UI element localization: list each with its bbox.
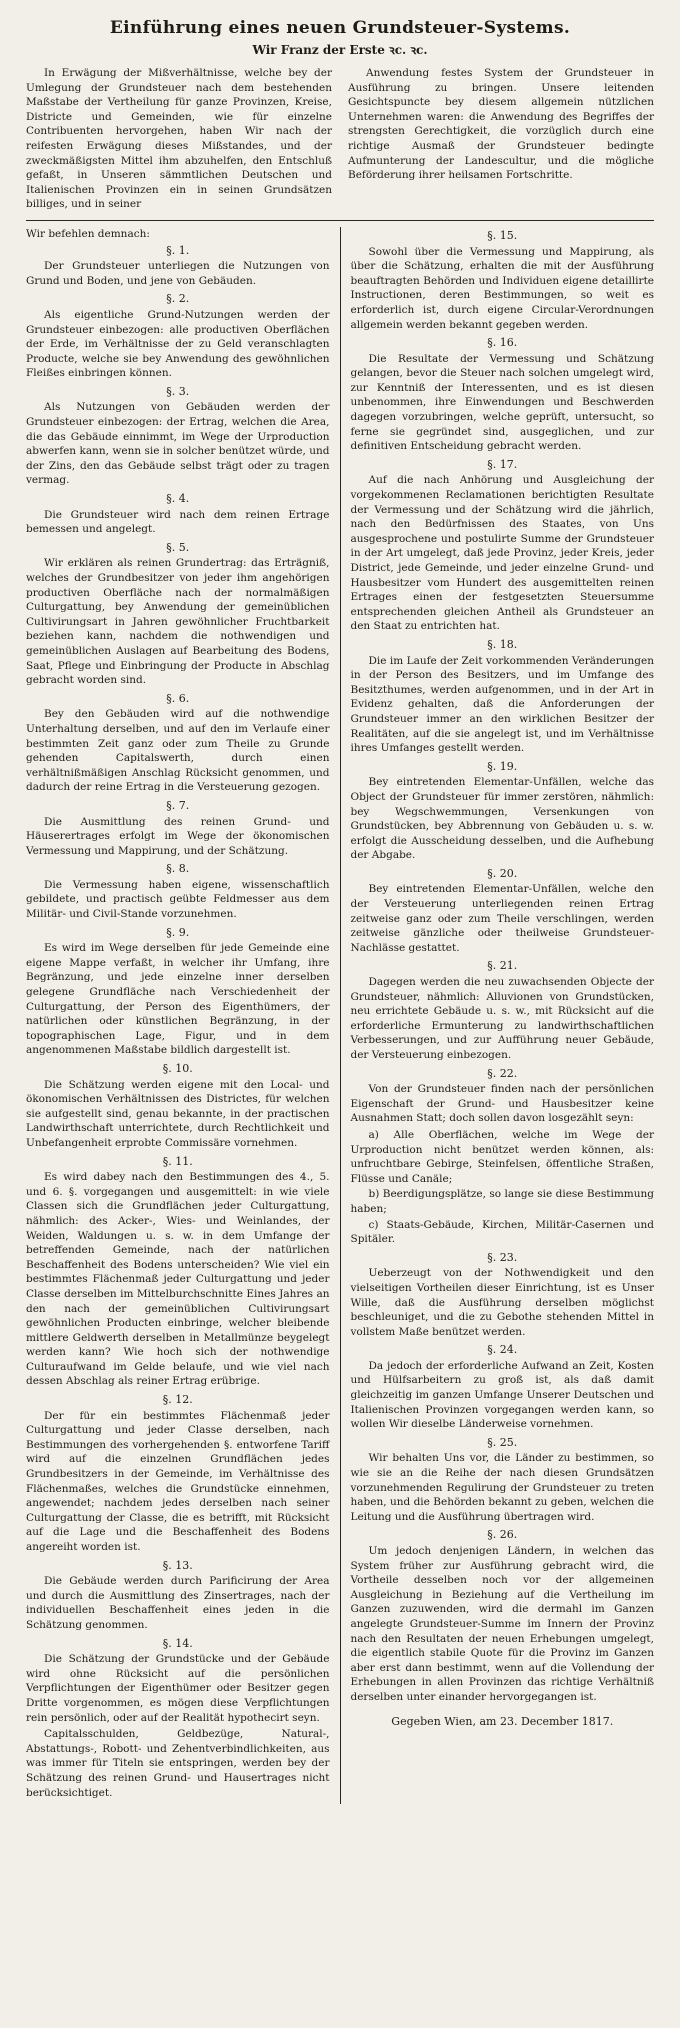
right-sections [351,229,655,1705]
exemption-item: c) Staats-Gebäude, Kirchen, Militär-Casernen und Spitäler. [350,1218,654,1246]
preamble-left-column [26,66,332,212]
section-text: Auf die nach Anhörung und Ausgleichung der vorgekommenen Reclamationen berichtigten Resultate der Vermessung und der Schätzung wird die jährlich, nach den Bedürfnissen des Staates, von Uns ausgesprochene und postulirte Summe der Grundsteuer in der Art umgelegt, daß jede Provinz, jeder Kreis, jeder District, jede Gemeinde, und jeder einzelne Grund- und Hausbesitzer vom Hundert des ausgemittelten reinen Ertrages einen der festgesetzten Steuersumme entsprechenden gleichen Antheil als Grundsteuer an den Staat zu entrichten hat. [350,474,654,633]
decree-body [26,227,654,1804]
section-number: §. 14. [162,1636,193,1650]
paragraph-section [26,1155,330,1390]
paragraph-section [26,1062,330,1151]
paragraph-section [351,1528,655,1704]
section-text: Es wird im Wege derselben für jede Gemeinde eine eigene Mappe verfaßt, in welcher ihr Umfang, ihre Begränzung, und jede einzelne inner derselben gelegene Grundfläche nach Verschiedenheit der Culturgattung, der Person des Eigenthümers, der natürlichen oder künstlichen Begränzung, in der topographischen Lage, Figur, und in dem angenommenen Maßstabe bildlich dargestellt ist. [26,942,330,1057]
page-subtitle: Wir Franz der Erste ꝛc. ꝛc. [252,43,428,57]
paragraph-section [26,385,330,488]
section-text: Die Vermessung haben eigene, wissenschaftlich gebildete, und practisch geübte Feldmesser aus dem Militär- und Civil-Stande vorzunehmen. [26,878,330,921]
section-text: Um jedoch denjenigen Ländern, in welchen das System früher zur Ausführung gebracht wird, die Vortheile desselben noch vor der allgemeinen Ausgleichung in Beziehung auf die Vertheilung im Ganzen zuzuwenden, wird die dermahl im Ganzen angelegte Grundsteuer-Summe im Innern der Provinz nach den Resultaten der neuen Erhebungen umgelegt, die eigentlich stabile Quote für die Provinz im Ganzen aber erst dann bestimmt, wenn auf die Vollendung der Erhebungen in allen Provinzen das richtige Verhältniß derselben unter einander hervorgegangen ist. [350,1545,654,1703]
paragraph-section [351,1067,655,1247]
section-text: Ueberzeugt von der Nothwendigkeit und den vielseitigen Vortheilen dieser Einrichtung, ist es Unser Wille, daß die Ausführung derselben möglichst beschleuniget, und die zu Gebothe stehenden Mittel in vollstem Maße benützet werden. [350,1267,654,1338]
page-title: Einführung eines neuen Grundsteuer-Systems. [109,18,571,38]
exemption-list [351,1128,655,1247]
section-text: Es wird dabey nach den Bestimmungen des 4., 5. und 6. §. vorgegangen und ausgemittelt: in wie viele Classen sich die Grundflächen jeder Culturgattung, nähmlich: des Acker-, Wies- und Weinlandes, der Weiden, Waldungen u. s. w. in dem Umfange der betreffenden Gemeinde, nach der natürlichen Beschaffenheit des Bodens unterscheiden? Wie viel ein bestimmtes Flächenmaß jeder Culturgattung und jeder Classe derselben im Mittelburchschnitte Eines Jahres an den nach der gemeinüblichen Cultivirungsart gewöhnlichen Producten einbringe, welcher bleibende mittlere Geldwerth derselben in Metallmünze beygelegt werden kann? Wie hoch sich der nothwendige Culturaufwand im Gelde belaufe, und wie viel nach dessen Abschlag als reiner Ertrag erübrige. [26,1171,330,1388]
exemption-item: b) Beerdigungsplätze, so lange sie diese Bestimmung haben; [350,1188,654,1215]
section-number: §. 8. [166,862,190,876]
section-number: §. 9. [166,925,190,939]
lead-line: Wir befehlen demnach: [26,227,150,240]
section-text: Die Schätzung der Grundstücke und der Gebäude wird ohne Rücksicht auf die persönlichen Verpflichtungen der Eigenthümer oder Besitzer gegen Dritte vorgenommen, es mögen diese Verpflichtungen rein persönlich, oder auf der Realität hypothecirt seyn. [26,1653,330,1724]
paragraph-section [26,799,330,858]
section-text: Die Schätzung werden eigene mit den Local- und ökonomischen Verhältnissen des Districtes, für welchen sie aufgestellt sind, genau bekannte, in der practischen Landwirthschaft unterrichtete, durch Rechtlichkeit und Unbefangenheit erprobte Commissäre vornehmen. [26,1078,330,1149]
exemption-item: a) Alle Oberflächen, welche im Wege der Urproduction nicht benützet werden können, als: unfruchtbare Gebirge, Steinfelsen, öffentliche Straßen, Flüsse und Canäle; [350,1128,654,1185]
section-text: Da jedoch der erforderliche Aufwand an Zeit, Kosten und Hülfsarbeitern zu groß ist, als daß damit gleichzeitig im ganzen Umfange Unserer Deutschen und Italienischen Provinzen vorgegangen werden kann, so wollen Wir dieselbe Länderweise vornehmen. [350,1359,654,1431]
section-number: §. 24. [487,1343,518,1357]
paragraph-section [26,862,330,921]
section-number: §. 26. [487,1528,518,1542]
section-number: §. 15. [487,228,518,242]
closing-date-line: Gegeben Wien, am 23. December 1817. [391,1714,614,1728]
right-column [341,227,655,1804]
section-text: Bey den Gebäuden wird auf die nothwendige Unterhaltung derselben, und auf den im Verlaufe einer bestimmten Zeit ganz oder zum Theile zu Grunde gehenden Capitalswerth, durch einen verhältnißmäßigen Anschlag Rücksicht genommen, und dadurch der reine Ertrag in die Versteuerung gezogen. [26,708,330,794]
section-number: §. 1. [166,243,190,257]
left-column [26,227,341,1804]
section-text: Die Grundsteuer wird nach dem reinen Ertrage bemessen und angelegt. [26,508,330,536]
section-number: §. 5. [166,540,190,554]
paragraph-section [26,541,330,688]
section-text: Von der Grundsteuer finden nach der persönlichen Eigenschaft der Grund- und Hausbesitzer keine Ausnahmen Statt; doch sollen davon losgezählt seyn: [350,1083,654,1125]
paragraph-section [26,1393,330,1555]
section-text: Die im Laufe der Zeit vorkommenden Veränderungen in der Person des Besitzers, und im Umfange des Besitzthumes, werden aufgenommen, und in der Art in Evidenz gehalten, daß die Anforderungen der Grundsteuer immer an den wirklichen Besitzer der Realitäten, auf die sie angelegt ist, und im Verhältnisse ihres Umfanges gestellt werden. [350,654,654,755]
paragraph-section [351,1343,655,1432]
section-number: §. 12. [162,1393,193,1407]
paragraph-section [26,1637,330,1801]
paragraph-section [26,292,330,381]
preamble-right-column [348,66,654,212]
section-text: Capitalsschulden, Geldbezüge, Natural-, Abstattungs-, Robott- und Zehentverbindlichkeiten, aus was immer für Titeln sie entspringen, werden bey der Schätzung des reinen Grund- und Hausertrages nicht berücksichtiget. [26,1728,330,1799]
paragraph-section [351,959,655,1062]
section-number: §. 10. [162,1062,193,1075]
preamble-paragraph-left: In Erwägung der Mißverhältnisse, welche bey der Umlegung der Grundsteuer nach dem bestehenden Maßstabe der Vertheilung für ganze Provinzen, Kreise, Districte und Gemeinden, wie für einzelne Contribuenten hervorgehen, haben Wir nach der reifesten Erwägung dieses Mißstandes, und der zweckmäßigsten Mittel ihm abzuhelfen, den Entschluß gefaßt, in Unseren sämmtlichen Deutschen und Italienischen Provinzen ein in seinen Grundsätzen billiges, und in seiner [26,67,332,211]
section-number: §. 16. [487,336,518,350]
section-text: Als eigentliche Grund-Nutzungen werden der Grundsteuer einbezogen: alle productiven Oberflächen der Erde, im Verhältnisse der zu Geld veranschlagten Producte, welche sie bey Anwendung des gewöhnlichen Fleißes einbringen können. [26,308,330,380]
section-text: Wir behalten Uns vor, die Länder zu bestimmen, so wie sie an die Reihe der nach diesen Grundsätzen vorzunehmenden Regulirung der Grundsteuer zu treten haben, und die Behörden bekannt zu geben, welchen die Leitung und die Ausführung übertragen wird. [350,1452,654,1523]
paragraph-section [26,1559,330,1633]
paragraph-section [351,867,655,956]
section-number: §. 7. [166,798,190,812]
paragraph-section [26,692,330,795]
section-text: Bey eintretenden Elementar-Unfällen, welche das Object der Grundsteuer für immer zerstören, nähmlich: bey Wegschwemmungen, Versenkungen von Grundstücken, bey Abbrennung von Gebäuden u. s. w. erfolgt die Ausscheidung desselben, und die Aufhebung der Abgabe. [350,776,654,862]
section-text: Wir erklären als reinen Grundertrag: das Erträgniß, welches der Grundbesitzer von jeder ihm angehörigen productiven Oberfläche nach der normalmäßigen Culturgattung, bey Anwendung der gemeinüblichen Cultivirungsart in Jahren gewöhnlicher Fruchtbarkeit beziehen kann, nachdem die nothwendigen und gemeinüblichen Auslagen auf Bearbeitung des Bodens, Saat, Pflege und Einbringung der Producte in Abschlag gebracht worden sind. [26,557,330,687]
section-number: §. 2. [166,292,190,306]
section-text: Als Nutzungen von Gebäuden werden der Grundsteuer einbezogen: der Ertrag, welchen die Area, die das Gebäude einnimmt, im Wege der Urproduction abwerfen kann, wenn sie in solcher benützet würde, und der Zins, den das Gebäude selbst trägt oder zu tragen vermag. [26,401,330,487]
left-sections [26,244,330,1801]
paragraph-section [351,638,655,756]
section-number: §. 22. [487,1066,518,1080]
paragraph-section [26,492,330,537]
section-number: §. 25. [487,1435,518,1449]
section-number: §. 23. [487,1250,518,1264]
section-number: §. 21. [487,959,518,973]
section-text: Die Gebäude werden durch Parificirung der Area und durch die Ausmittlung des Zinsertrages, nach der individuellen Beschaffenheit eines jeden in die Schätzung genommen. [26,1575,330,1631]
preamble [26,66,654,212]
paragraph-section [26,926,330,1058]
section-number: §. 11. [162,1154,193,1168]
section-number: §. 19. [487,759,518,773]
paragraph-section [26,244,330,289]
section-text: Die Ausmittlung des reinen Grund- und Häuserertrages erfolgt im Wege der ökonomischen Vermessung und Mappirung, und der Schätzung. [26,815,330,857]
section-number: §. 4. [166,492,190,506]
section-text: Der für ein bestimmtes Flächenmaß jeder Culturgattung und jeder Classe derselben, nach Bestimmungen des vorhergehenden §. entworfene Tariff wird auf die einzelnen Grundflächen jedes Grundbesitzers in der Gemeinde, im Verhältnisse des Flächenmaßes, welches die Grundstücke einnehmen, angewendet; nachdem jedes derselben nach seiner Culturgattung der Classe, die es betrifft, mit Rücksicht auf die Lage und die Beschaffenheit des Bodens angereiht worden ist. [26,1409,330,1553]
preamble-paragraph-right: Anwendung festes System der Grundsteuer in Ausführung zu bringen. Unsere leitenden Gesichtspuncte bey diesem allgemein nützlichen Unternehmen waren: die Anwendung des Begriffes der strengsten Gerechtigkeit, die vorzüglich durch eine richtige Ausmaß der Grundsteuer bedingte Aufmunterung der Landescultur, und die mögliche Beförderung ihrer heilsamen Fortschritte. [348,67,654,182]
section-text: Dagegen werden die neu zuwachsenden Objecte der Grundsteuer, nähmlich: Alluvionen von Grundstücken, neu errichtete Gebäude u. s. w., mit Rücksicht auf die erforderliche Ermunterung zu landwirthschaftlichen Verbesserungen, und zur Aufführung neuer Gebäude, der Versteuerung einbezogen. [350,976,654,1061]
section-text: Sowohl über die Vermessung und Mappirung, als über die Schätzung, erhalten die mit der Ausführung beauftragten Behörden und Individuen eigene detaillirte Instructionen, deren Bestimmungen, so weit es erforderlich ist, durch eigene Circular-Verordnungen allgemein werden bekannt gegeben werden. [350,245,654,331]
section-number: §. 13. [162,1558,193,1572]
section-number: §. 20. [487,866,518,880]
section-text: Bey eintretenden Elementar-Unfällen, welche den der Versteuerung unterliegenden reinen Ertrag zeitweise ganz oder zum Theile verschlingen, werden zeitweise gänzliche oder theilweise Grundsteuer-Nachlässe gestattet. [350,883,654,954]
section-number: §. 3. [166,384,190,398]
section-text: Die Resultate der Vermessung und Schätzung gelangen, bevor die Steuer nach solchen umgelegt wird, zur Kenntniß der Interessenten, und es ist diesen unbenommen, ihre Einwendungen und Beschwerden dagegen vorzubringen, welche geprüft, untersucht, so ferne sie gegründet sind, ausgeglichen, und zur definitiven Entscheidung gebracht werden. [350,352,654,453]
section-divider [26,220,654,221]
section-text: Der Grundsteuer unterliegen die Nutzungen von Grund und Boden, und jene von Gebäuden. [26,260,330,287]
paragraph-section [351,458,655,634]
section-number: §. 18. [487,637,518,651]
paragraph-section [351,336,655,454]
paragraph-section [351,1251,655,1340]
paragraph-section [351,229,655,332]
paragraph-section [351,760,655,863]
section-number: §. 17. [487,457,518,471]
section-number: §. 6. [166,691,190,705]
paragraph-section [351,1436,655,1525]
